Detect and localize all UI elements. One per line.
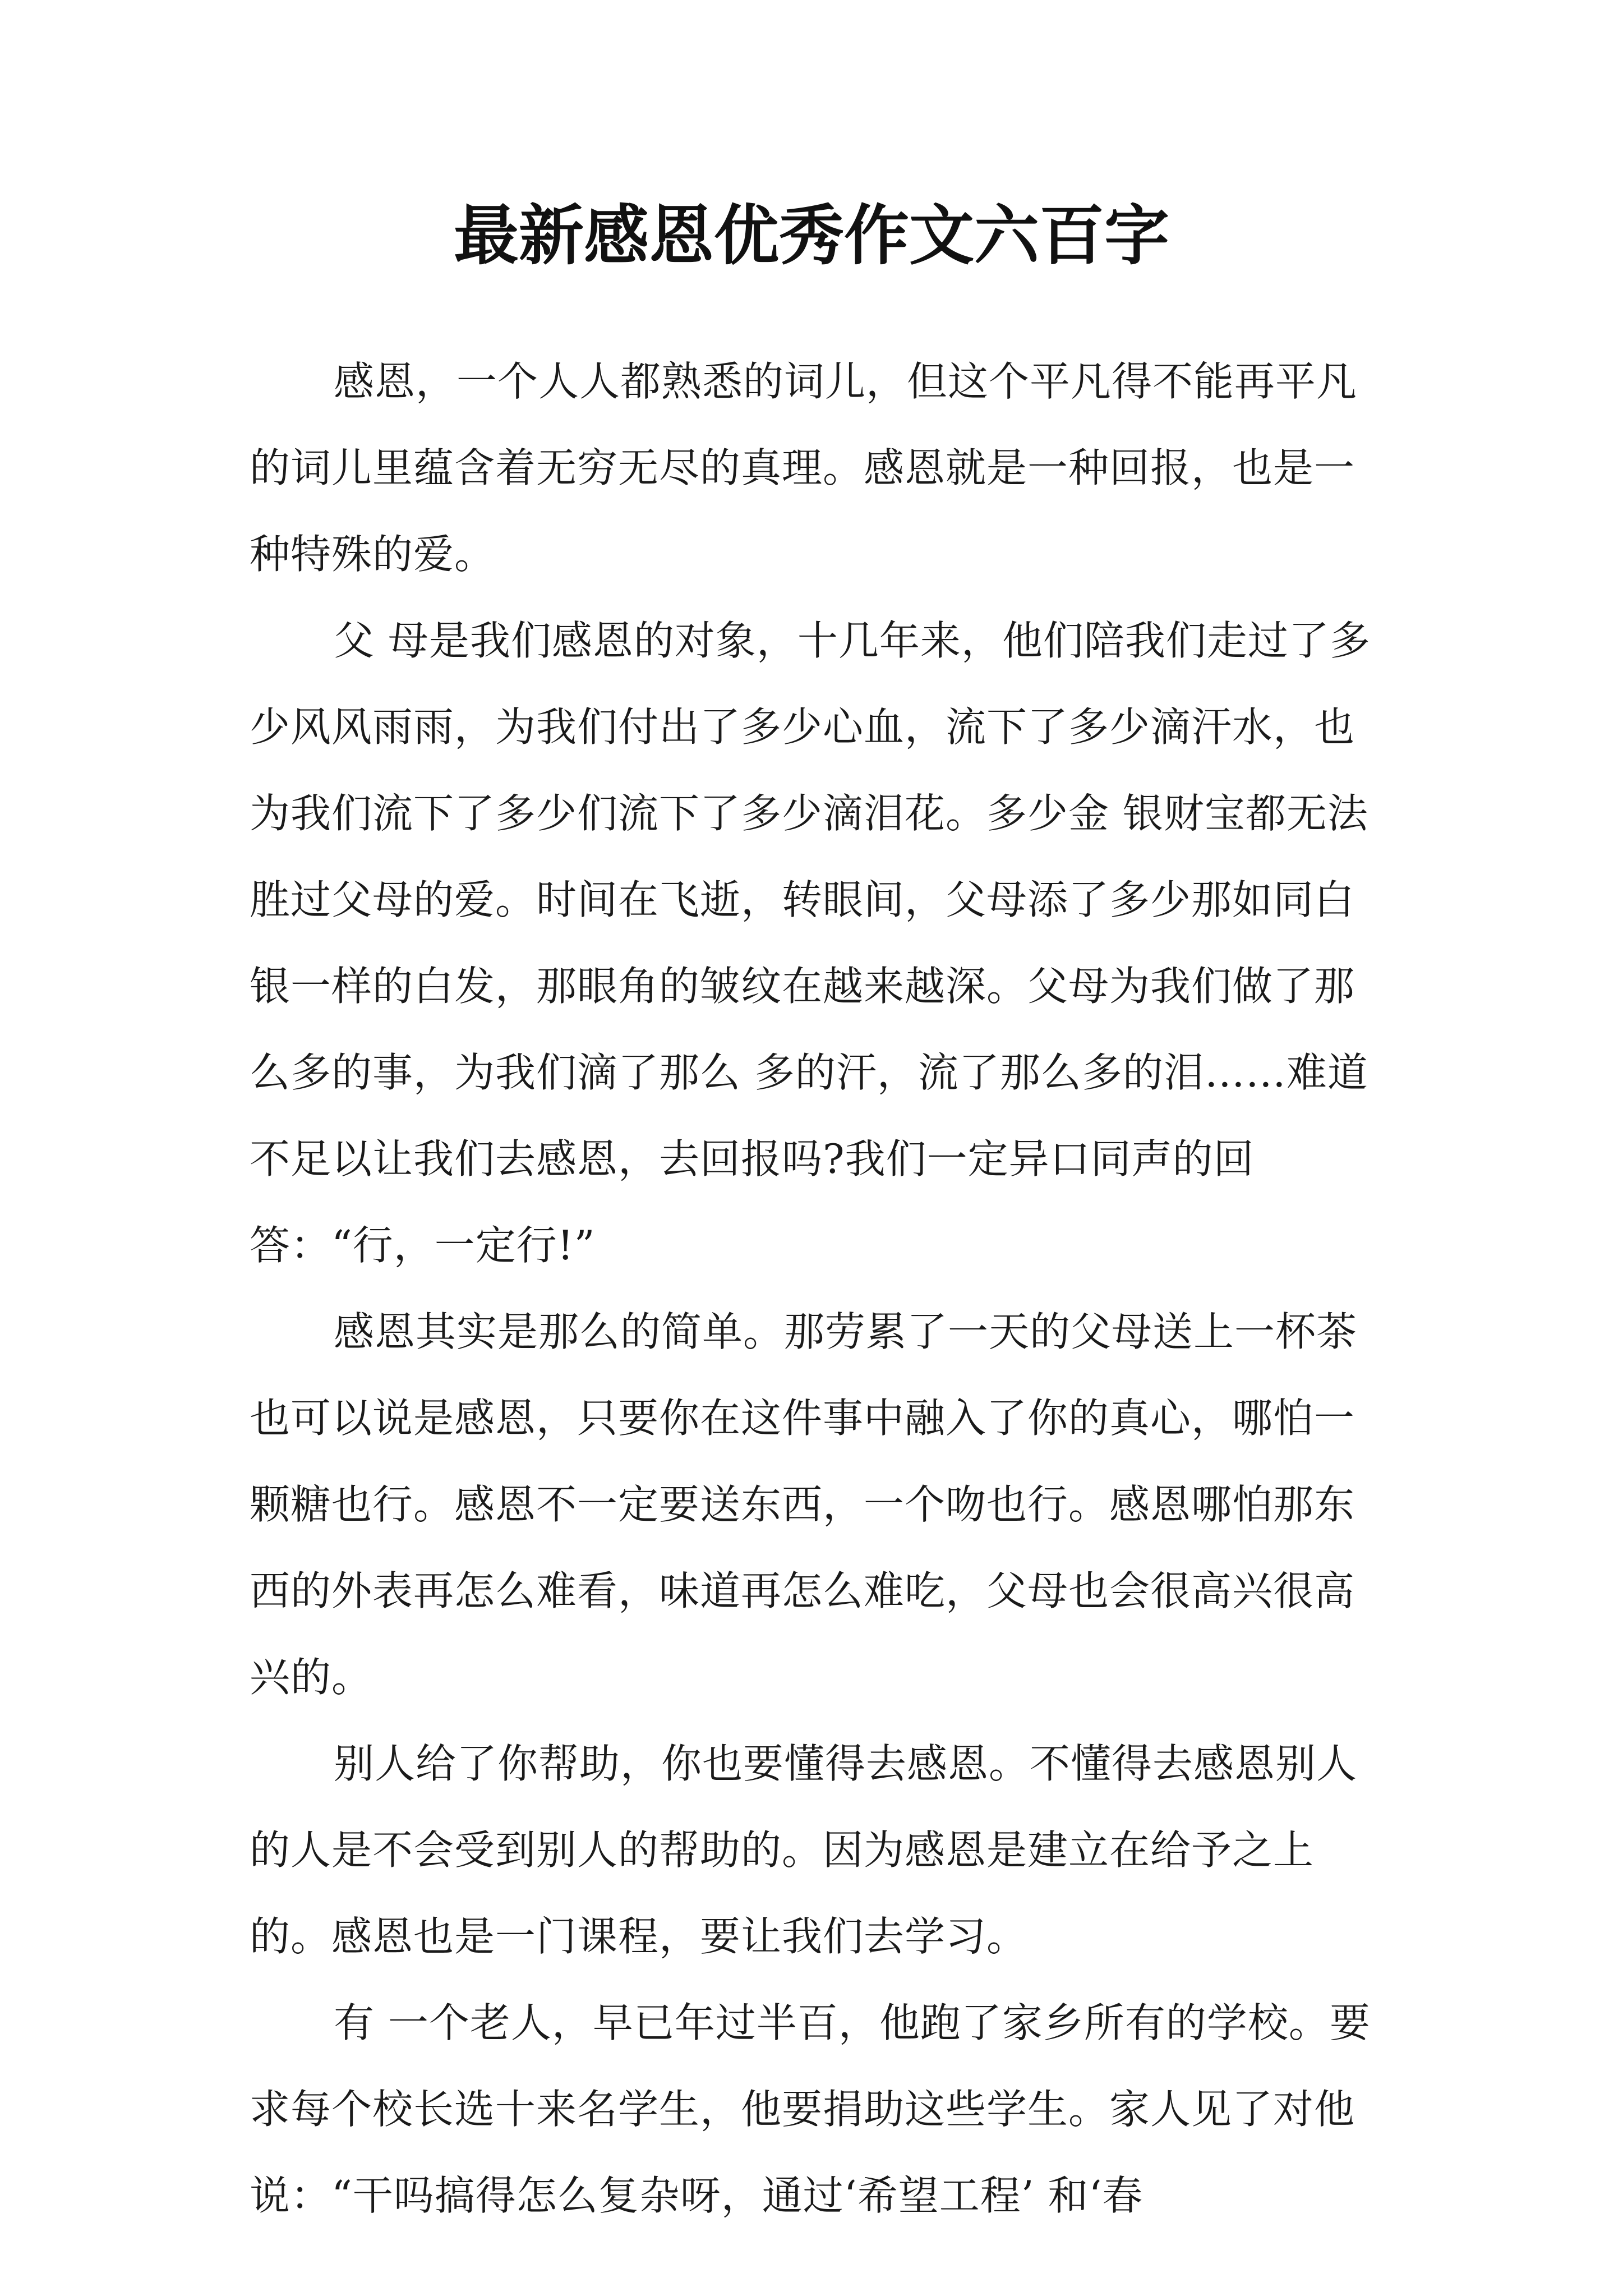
paragraph-1: 感恩，一个人人都熟悉的词儿，但这个平凡得不能再平凡的词儿里蕴含着无穷无尽的真理。感恩就是一种回报，也是一种特殊的爱。 — [250, 358, 1358, 578]
paragraph-2: 父 母是我们感恩的对象，十几年来，他们陪我们走过了多少风风雨雨，为我们付出了多少心血，流下了多少滴汗水，也为我们流下了多少们流下了多少滴泪花。多少金 银财宝都无法胜过父母的爱。时间在飞逝，转眼间，父母添了多少那如同白银一样的白发，那眼角的皱纹在越来越深。父母为我们做了那么多的事，为我们滴了那么 多的汗，流了那么多的泪……难道不足以让我们去感恩，去回报吗?我们一定异口同声的回答：“行，一定行!” — [250, 617, 1371, 1269]
page-title: 最新感恩优秀作文六百字 — [454, 197, 1169, 274]
essay-body — [250, 338, 1388, 2239]
paragraph-5: 有 一个老人，早已年过半百，他跑了家乡所有的学校。要求每个校长选十来名学生，他要捐助这些学生。家人见了对他说：“干吗搞得怎么复杂呀，通过‘希望工程’ 和‘春 — [250, 1999, 1371, 2219]
paragraph-3: 感恩其实是那么的简单。那劳累了一天的父母送上一杯茶也可以说是感恩，只要你在这件事中融入了你的真心，哪怕一颗糖也行。感恩不一定要送东西，一个吻也行。感恩哪怕那东西的外表再怎么难看，味道再怎么难吃，父母也会很高兴很高兴的。 — [250, 1308, 1358, 1701]
paragraph-4: 别人给了你帮助，你也要懂得去感恩。不懂得去感恩别人的人是不会受到别人的帮助的。因为感恩是建立在给予之上的。感恩也是一门课程，要让我们去学习。 — [250, 1740, 1358, 1960]
